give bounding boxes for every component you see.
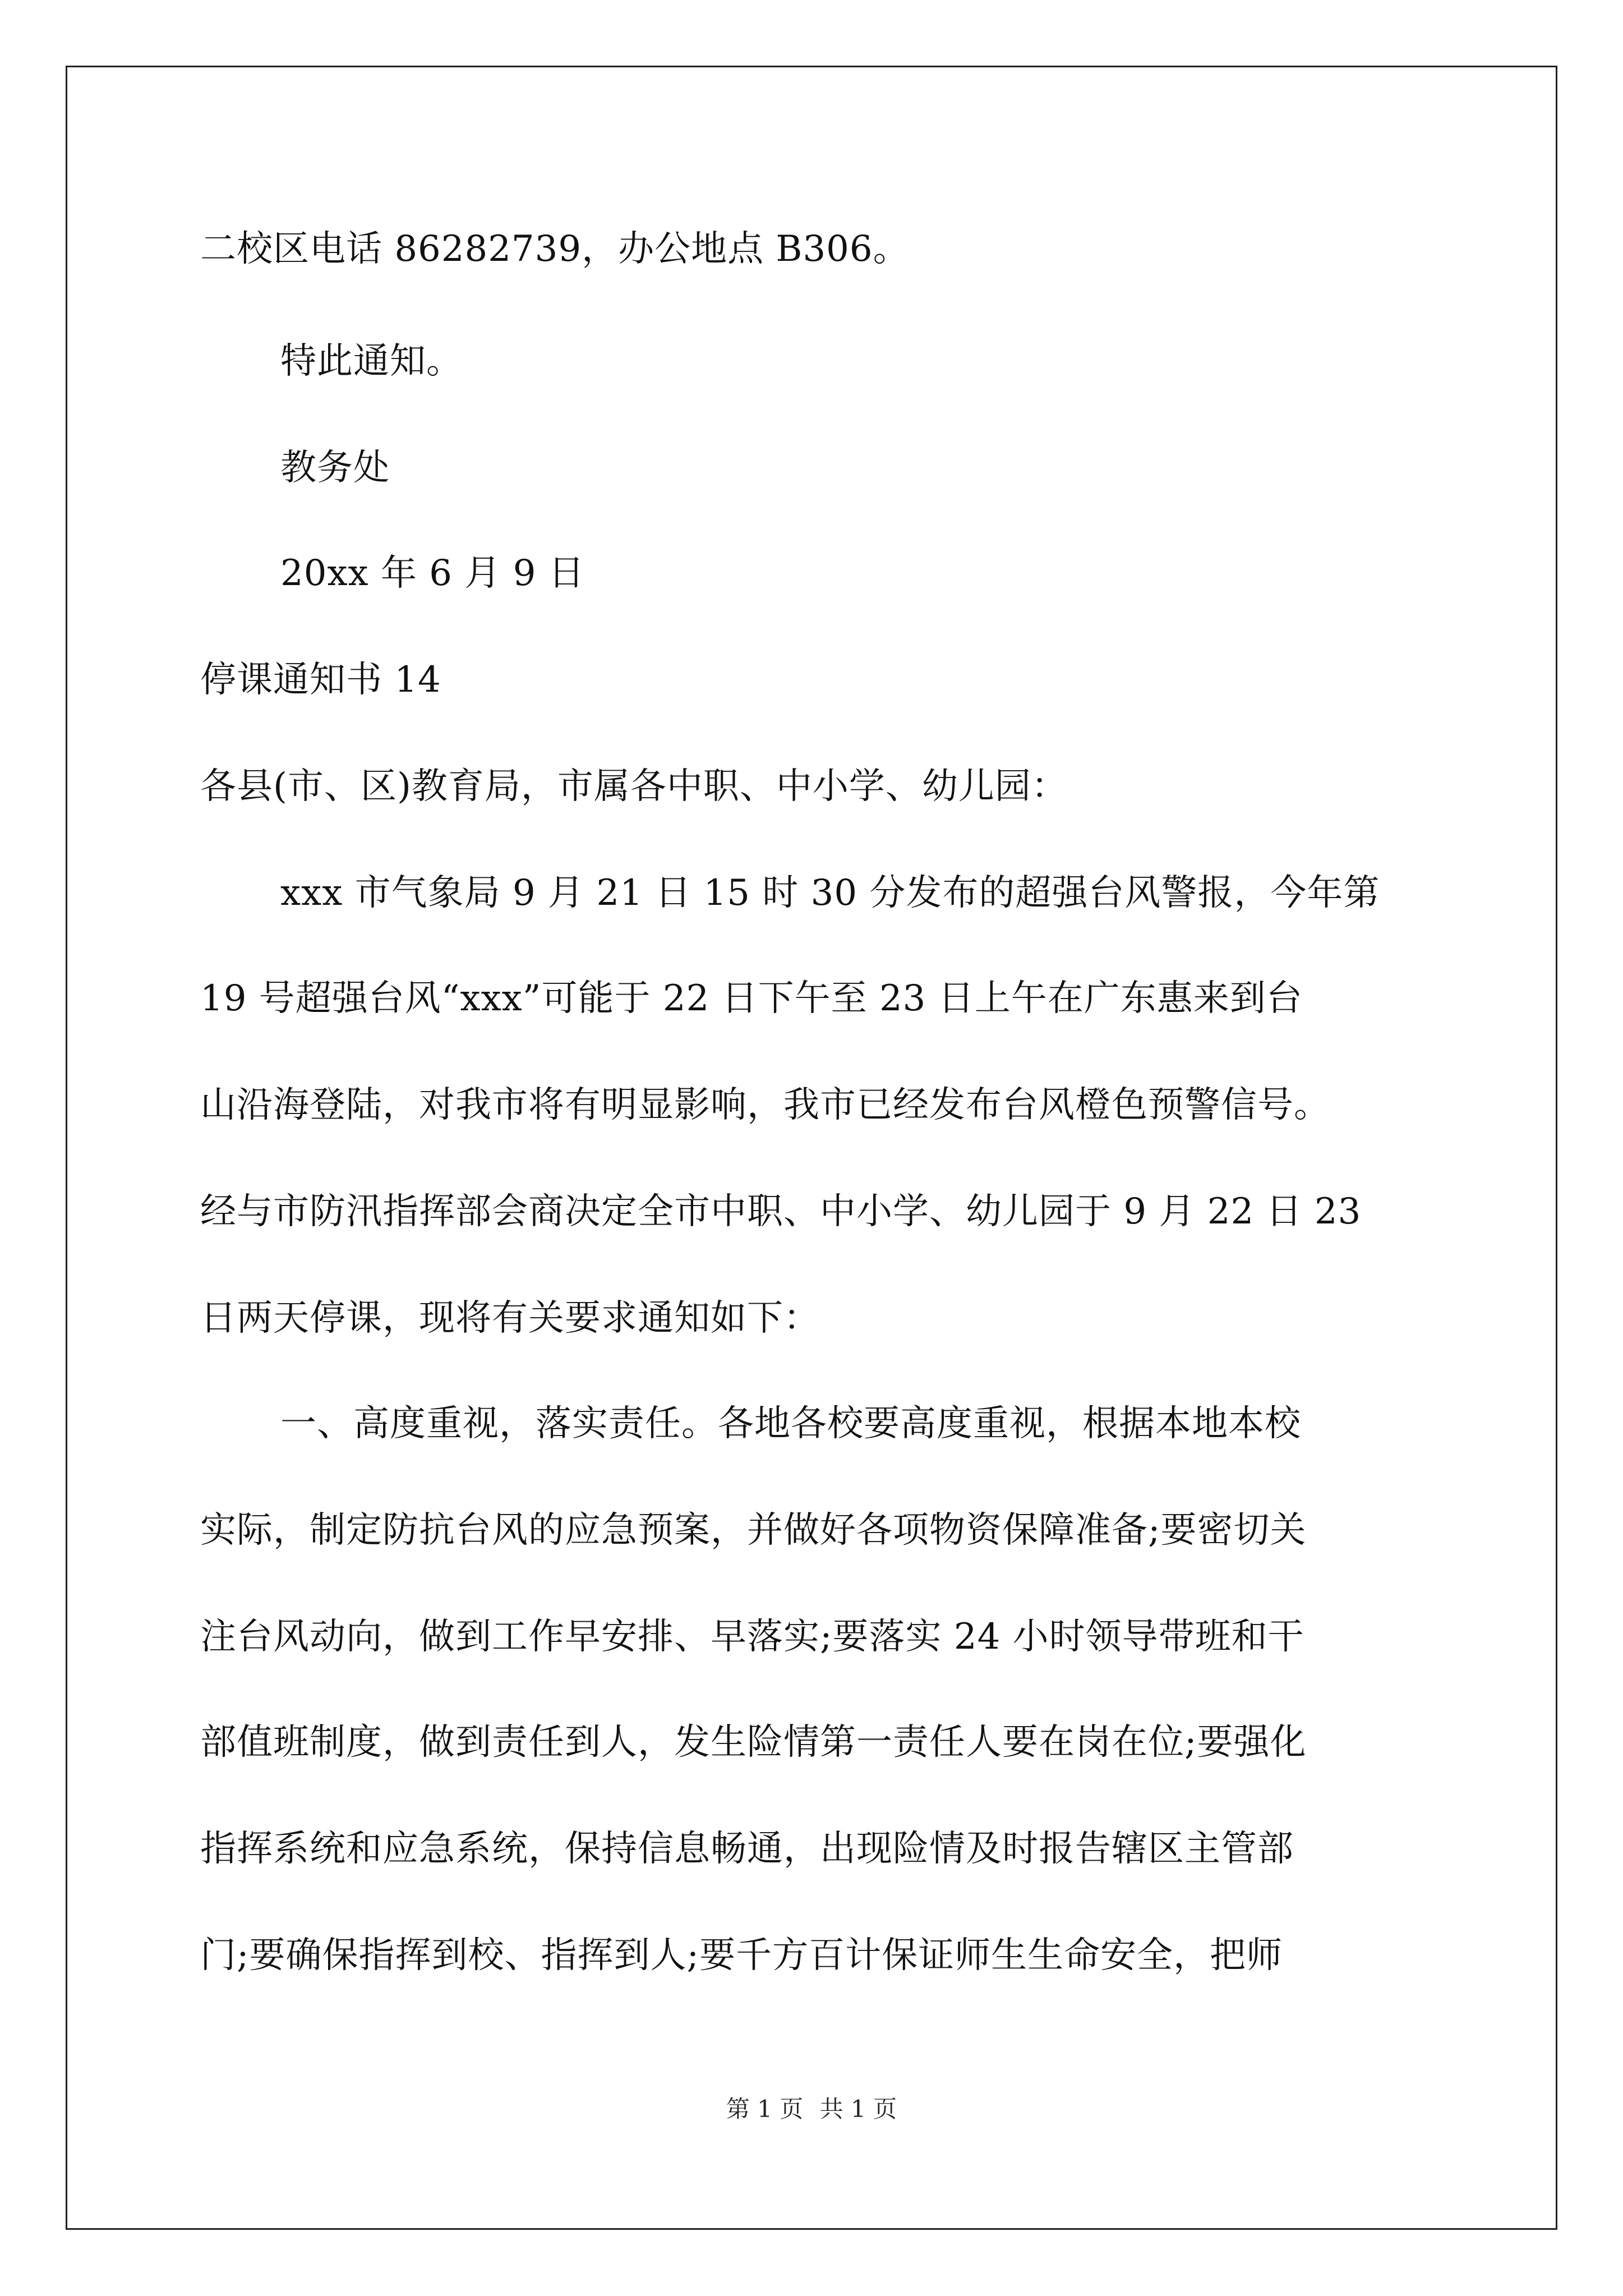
page-number: 第 1 页 [726, 2095, 804, 2123]
paragraph-line: 实际，制定防抗台风的应急预案，并做好各项物资保障准备;要密切关 [200, 1510, 1307, 1551]
paragraph-line: 一、高度重视，落实责任。各地各校要高度重视，根据本地本校 [280, 1403, 1301, 1444]
paragraph-line: 注台风动向，做到工作早安排、早落实;要落实 24 小时领导带班和干 [200, 1616, 1304, 1658]
paragraph-line: 经与市防汛指挥部会商决定全市中职、中小学、幼儿园于 9 月 22 日 23 [200, 1191, 1362, 1232]
text-line-contact: 二校区电话 86282739，办公地点 B306。 [200, 228, 910, 270]
text-line-office: 教务处 [280, 447, 390, 489]
paragraph-line: 山沿海登陆，对我市将有明显影响，我市已经发布台风橙色预警信号。 [200, 1084, 1330, 1126]
paragraph-line: xxx 市气象局 9 月 21 日 15 时 30 分发布的超强台风警报，今年第 [280, 872, 1380, 914]
paragraph-line: 门;要确保指挥到校、指挥到人;要千方百计保证师生生命安全，把师 [200, 1935, 1283, 1976]
page-total: 共 1 页 [819, 2095, 897, 2123]
paragraph-line: 部值班制度，做到责任到人，发生险情第一责任人要在岗在位;要强化 [200, 1722, 1307, 1763]
text-line-date: 20xx 年 6 月 9 日 [280, 553, 585, 594]
paragraph-line: 指挥系统和应急系统，保持信息畅通，出现险情及时报告辖区主管部 [200, 1828, 1294, 1870]
paragraph-line: 日两天停课，现将有关要求通知如下： [200, 1297, 820, 1339]
section-heading: 停课通知书 14 [200, 659, 441, 701]
page-border [66, 66, 1557, 2230]
text-line-notice: 特此通知。 [280, 341, 463, 382]
paragraph-line: 19 号超强台风“xxx”可能于 22 日下午至 23 日上午在广东惠来到台 [200, 978, 1303, 1019]
page-footer [0, 2093, 1623, 2125]
text-line-addressee: 各县(市、区)教育局，市属各中职、中小学、幼儿园： [200, 766, 1068, 807]
